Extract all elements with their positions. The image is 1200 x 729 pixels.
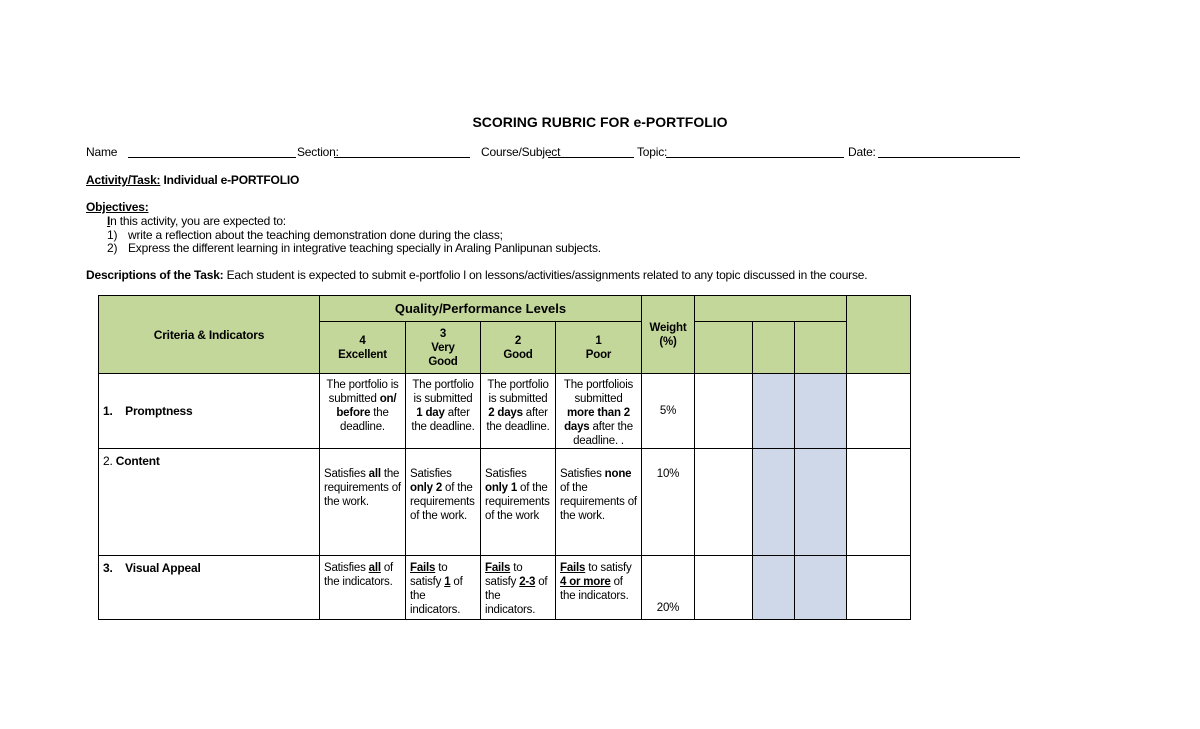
score-cell[interactable] bbox=[753, 556, 795, 620]
objective-item-text: Express the different learning in integrative teaching specially in Araling Panlipunan subjects. bbox=[128, 241, 601, 255]
level-3-cell: Satisfies only 2 of the requirements of the work. bbox=[406, 449, 481, 556]
activity-line bbox=[86, 173, 299, 187]
level-4-cell: The portfolio is submitted on/ before the deadline. bbox=[320, 374, 406, 449]
level-4-cell: Satisfies all of the indicators. bbox=[320, 556, 406, 620]
level-3-header: 3 Very Good bbox=[406, 322, 481, 374]
objective-item-num: 2) bbox=[107, 241, 118, 255]
score-cell[interactable] bbox=[695, 449, 753, 556]
page-title: SCORING RUBRIC FOR e-PORTFOLIO bbox=[472, 114, 728, 130]
task-description: Descriptions of the Task: Each student is expected to submit e-portfolio l on lessons/activities/assignments related to any topic discussed in the course. bbox=[86, 268, 868, 282]
extra-subheader bbox=[795, 322, 847, 374]
level-2-cell: Fails to satisfy 2-3 of the indicators. bbox=[481, 556, 556, 620]
level-2-cell: Satisfies only 1 of the requirements of the work bbox=[481, 449, 556, 556]
extra-subheader bbox=[753, 322, 795, 374]
criterion-promptness: 1. Promptness bbox=[99, 374, 320, 449]
weight-cell: 5% bbox=[642, 374, 695, 449]
score-cell[interactable] bbox=[847, 556, 911, 620]
objective-item-num: 1) bbox=[107, 228, 118, 242]
course-label: Course/Subject bbox=[481, 145, 561, 159]
level-3-cell: The portfolio is submitted 1 day after the deadline. bbox=[406, 374, 481, 449]
topic-field[interactable] bbox=[666, 157, 844, 158]
criterion-content: 2. Content bbox=[99, 449, 320, 556]
score-cell[interactable] bbox=[695, 374, 753, 449]
level-2-cell: The portfolio is submitted 2 days after the deadline. bbox=[481, 374, 556, 449]
quality-header: Quality/Performance Levels bbox=[320, 296, 642, 322]
score-cell[interactable] bbox=[847, 449, 911, 556]
rubric-table bbox=[98, 295, 911, 620]
score-cell[interactable] bbox=[795, 374, 847, 449]
date-field[interactable] bbox=[878, 157, 1020, 158]
objectives-intro: In this activity, you are expected to: bbox=[107, 214, 286, 228]
score-cell[interactable] bbox=[795, 449, 847, 556]
weight-header: Weight (%) bbox=[642, 296, 695, 374]
level-1-cell: Fails to satisfy 4 or more of the indicators. bbox=[556, 556, 642, 620]
name-label: Name bbox=[86, 145, 118, 159]
criteria-header: Criteria & Indicators bbox=[99, 296, 320, 374]
objective-item-text: write a reflection about the teaching demonstration done during the class; bbox=[128, 228, 503, 242]
level-4-cell: Satisfies all the requirements of the work. bbox=[320, 449, 406, 556]
level-1-cell: Satisfies none of the requirements of the work. bbox=[556, 449, 642, 556]
extra-header bbox=[695, 296, 847, 322]
topic-label: Topic: bbox=[637, 145, 668, 159]
section-label: Section: bbox=[297, 145, 339, 159]
activity-label: Activity/Task: bbox=[86, 173, 161, 187]
extra-subheader bbox=[695, 322, 753, 374]
activity-value: Individual e-PORTFOLIO bbox=[163, 173, 300, 187]
level-4-header: 4 Excellent bbox=[320, 322, 406, 374]
criterion-visual-appeal: 3. Visual Appeal bbox=[99, 556, 320, 620]
level-2-header: 2 Good bbox=[481, 322, 556, 374]
score-cell[interactable] bbox=[695, 556, 753, 620]
objectives-label: Objectives: bbox=[86, 200, 149, 214]
extra-header-right bbox=[847, 296, 911, 374]
weight-cell: 10% bbox=[642, 449, 695, 556]
score-cell[interactable] bbox=[753, 374, 795, 449]
level-1-cell: The portfoliois submitted more than 2 days after the deadline. . bbox=[556, 374, 642, 449]
level-1-header: 1 Poor bbox=[556, 322, 642, 374]
section-field[interactable] bbox=[334, 157, 470, 158]
date-label: Date: bbox=[848, 145, 876, 159]
weight-cell: 20% bbox=[642, 556, 695, 620]
score-cell[interactable] bbox=[847, 374, 911, 449]
name-field[interactable] bbox=[128, 157, 296, 158]
level-3-cell: Fails to satisfy 1 of the indicators. bbox=[406, 556, 481, 620]
course-field[interactable] bbox=[548, 157, 634, 158]
score-cell[interactable] bbox=[753, 449, 795, 556]
score-cell[interactable] bbox=[795, 556, 847, 620]
